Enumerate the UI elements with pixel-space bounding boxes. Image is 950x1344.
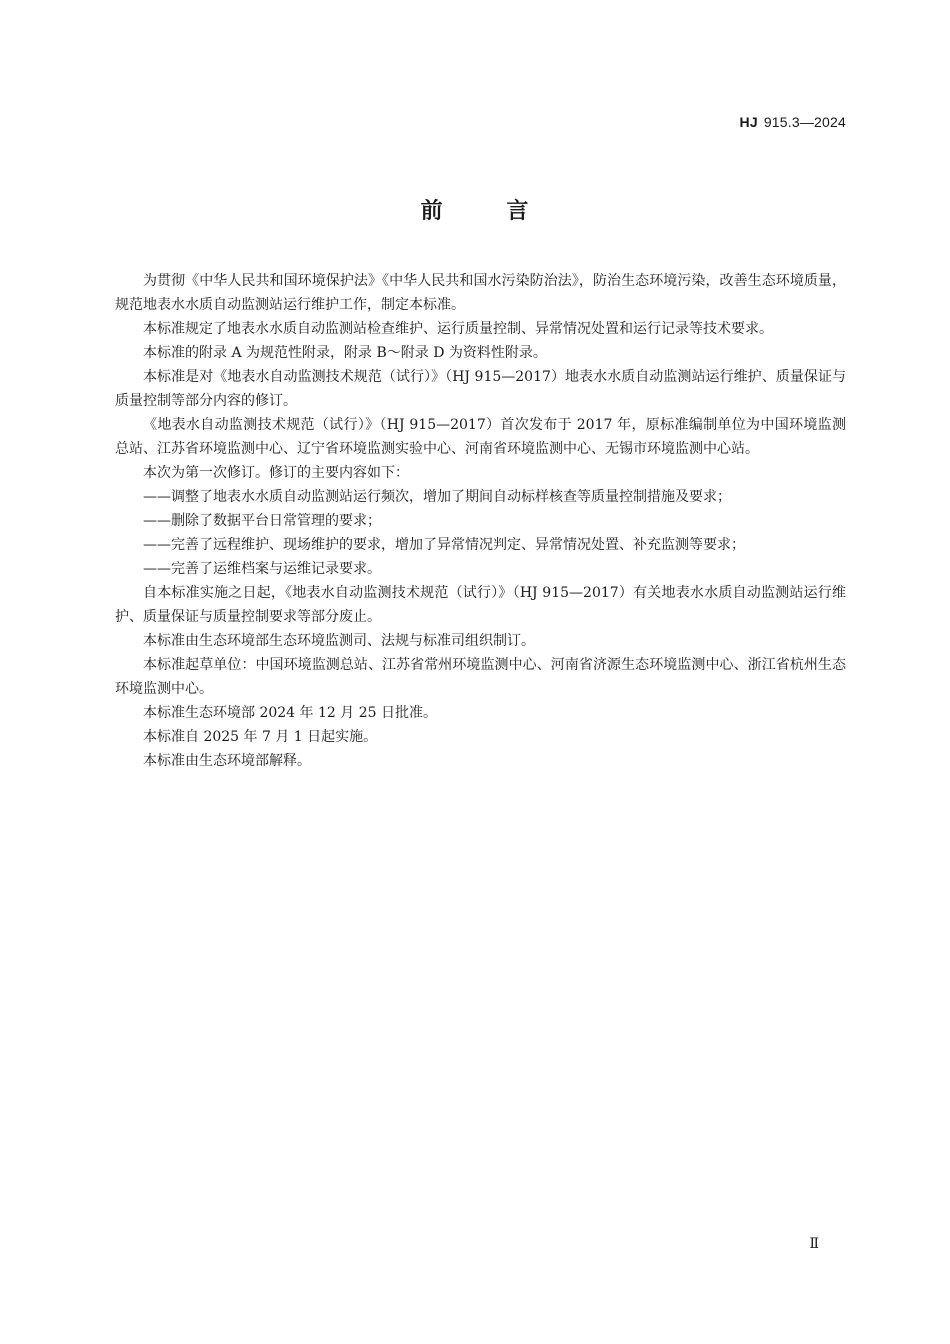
- paragraph-revision-intro: 本次为第一次修订。修订的主要内容如下：: [143, 465, 409, 481]
- paragraph-organizer: 本标准由生态环境部生态环境监测司、法规与标准司组织制订。: [143, 633, 535, 649]
- paragraph-scope: 本标准规定了地表水水质自动监测站检查维护、运行质量控制、异常情况处置和运行记录等技术要求。: [143, 321, 773, 337]
- paragraph-purpose: 为贯彻《中华人民共和国环境保护法》《中华人民共和国水污染防治法》，防治生态环境污染，改善生态环境质量，规范地表水水质自动监测站运行维护工作，制定本标准。: [115, 273, 846, 313]
- paragraph-revision-of: 本标准是对《地表水自动监测技术规范（试行）》（HJ 915—2017）地表水水质自动监测站运行维护、质量保证与质量控制等部分内容的修订。: [115, 369, 846, 409]
- paragraph-drafting-units: 本标准起草单位：中国环境监测总站、江苏省常州环境监测中心、河南省济源生态环境监测中心、浙江省杭州生态环境监测中心。: [115, 657, 846, 697]
- paragraph-interpretation: 本标准由生态环境部解释。: [143, 753, 311, 769]
- paragraph-appendices: 本标准的附录 A 为规范性附录，附录 B～附录 D 为资料性附录。: [143, 345, 547, 361]
- page-title: 前 言: [420, 199, 530, 224]
- page-number: Ⅱ: [809, 1236, 819, 1252]
- list-item-revision-1: ——调整了地表水水质自动监测站运行频次，增加了期间自动标样核查等质量控制措施及要求；: [143, 489, 731, 505]
- list-item-revision-3: ——完善了远程维护、现场维护的要求，增加了异常情况判定、异常情况处置、补充监测等要求；: [143, 537, 745, 553]
- paragraph-effective-date: 本标准自 2025 年 7 月 1 日起实施。: [143, 729, 378, 745]
- document-code: [740, 114, 846, 130]
- list-item-revision-4: ——完善了运维档案与运维记录要求。: [143, 561, 381, 577]
- preface-body: [115, 269, 846, 773]
- paragraph-abolition: 自本标准实施之日起，《地表水自动监测技术规范（试行）》（HJ 915—2017）有关地表水水质自动监测站运行维护、质量保证与质量控制要求等部分废止。: [115, 585, 846, 625]
- paragraph-approval-date: 本标准生态环境部 2024 年 12 月 25 日批准。: [143, 705, 437, 721]
- paragraph-first-release: 《地表水自动监测技术规范（试行）》（HJ 915—2017）首次发布于 2017 年，原标准编制单位为中国环境监测总站、江苏省环境监测中心、辽宁省环境监测实验中心、河南省环境监测中心、无锡市环境监测中心站。: [115, 417, 846, 457]
- list-item-revision-2: ——删除了数据平台日常管理的要求；: [143, 513, 381, 529]
- document-code-prefix: HJ: [739, 114, 758, 130]
- document-code-number: 915.3—2024: [763, 114, 846, 130]
